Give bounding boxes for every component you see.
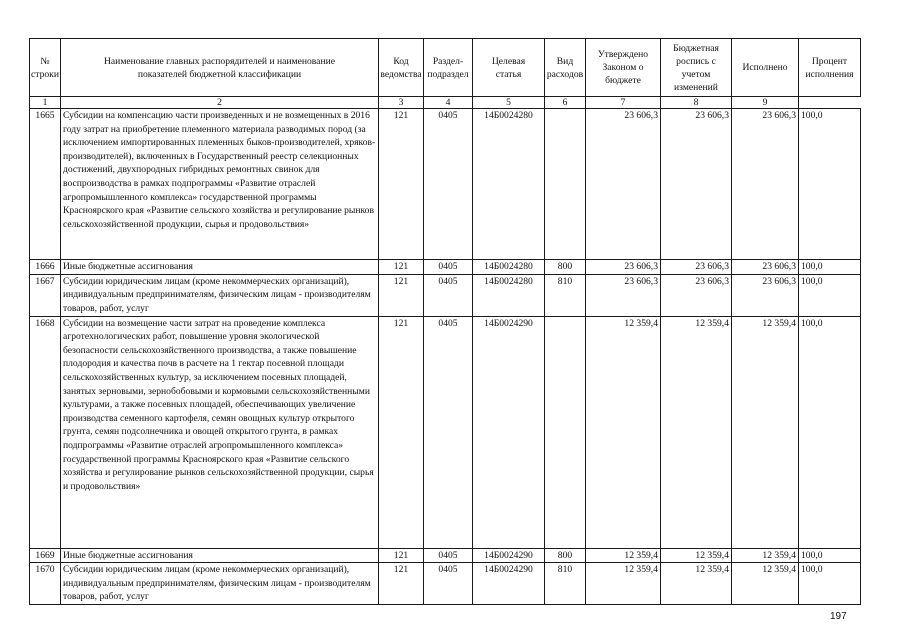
row-executed: 12 359,4 bbox=[732, 563, 799, 605]
row-budget-list: 12 359,4 bbox=[661, 563, 732, 605]
row-dept: 121 bbox=[379, 260, 424, 275]
row-section: 0405 bbox=[424, 548, 473, 563]
row-exp-type: 800 bbox=[545, 548, 586, 563]
row-number: 1670 bbox=[30, 563, 61, 605]
row-section: 0405 bbox=[424, 316, 473, 548]
row-percent: 100,0 bbox=[799, 260, 861, 275]
row-executed: 23 606,3 bbox=[732, 109, 799, 260]
row-name: Иные бюджетные ассигнования bbox=[61, 548, 379, 563]
header-percent: Процент исполнения bbox=[799, 39, 861, 97]
row-target: 14Б0024280 bbox=[473, 274, 545, 316]
row-dept: 121 bbox=[379, 109, 424, 260]
table-header bbox=[30, 39, 861, 109]
row-budget-list: 12 359,4 bbox=[661, 548, 732, 563]
header-budget-list: Бюджетная роспись с учетом изменений bbox=[661, 39, 732, 97]
row-executed: 23 606,3 bbox=[732, 274, 799, 316]
column-number: 1 bbox=[30, 97, 61, 109]
row-name: Субсидии на возмещение части затрат на проведение комплекса агротехнологических работ, повышение уровня экологической безопасности сельскохозяйственного производства, а также повышение плодородия и качества почв в расчете на 1 гектар посевной площади сельскохозяйственных культур, за исключением посевных площадей, занятых зерновыми, зернобобовыми и кормовыми сельскохозяйственными культурами, а также посевных площадей, обеспечивающих увеличение производства семенного картофеля, семян овощных культур открытого грунта, семян подсолнечника и овощей открытого грунта, в рамках подпрограммы «Развитие отраслей агропромышленного комплекса» государственной программы Красноярского края «Развитие сельского хозяйства и регулирование рынков сельскохозяйственной продукции, сырья и продовольствия» bbox=[61, 316, 379, 548]
row-budget-list: 23 606,3 bbox=[661, 274, 732, 316]
table-row bbox=[30, 274, 861, 316]
header-target: Целевая статья bbox=[473, 39, 545, 97]
row-target: 14Б0024290 bbox=[473, 316, 545, 548]
row-percent: 100,0 bbox=[799, 274, 861, 316]
row-executed: 12 359,4 bbox=[732, 548, 799, 563]
row-executed: 12 359,4 bbox=[732, 316, 799, 548]
header-dept: Код ведомства bbox=[379, 39, 424, 97]
row-exp-type: 800 bbox=[545, 260, 586, 275]
row-number: 1665 bbox=[30, 109, 61, 260]
row-section: 0405 bbox=[424, 260, 473, 275]
row-exp-type bbox=[545, 316, 586, 548]
header-exp-type: Вид расходов bbox=[545, 39, 586, 97]
row-approved: 23 606,3 bbox=[586, 274, 661, 316]
row-name: Субсидии юридическим лицам (кроме некоммерческих организаций), индивидуальным предпринимателям, физическим лицам - производителям товаров, работ, услуг bbox=[61, 274, 379, 316]
row-budget-list: 23 606,3 bbox=[661, 109, 732, 260]
table-row bbox=[30, 260, 861, 275]
row-target: 14Б0024280 bbox=[473, 260, 545, 275]
column-number: 9 bbox=[732, 97, 799, 109]
row-number: 1666 bbox=[30, 260, 61, 275]
table-row bbox=[30, 109, 861, 260]
row-exp-type: 810 bbox=[545, 274, 586, 316]
row-dept: 121 bbox=[379, 274, 424, 316]
table-body bbox=[30, 109, 861, 605]
column-number-row bbox=[30, 97, 861, 109]
row-section: 0405 bbox=[424, 563, 473, 605]
row-percent: 100,0 bbox=[799, 548, 861, 563]
column-number: 5 bbox=[473, 97, 545, 109]
row-target: 14Б0024290 bbox=[473, 563, 545, 605]
header-row-no: № строки bbox=[30, 39, 61, 97]
column-number: 6 bbox=[545, 97, 586, 109]
row-approved: 23 606,3 bbox=[586, 109, 661, 260]
row-approved: 12 359,4 bbox=[586, 548, 661, 563]
row-exp-type bbox=[545, 109, 586, 260]
row-target: 14Б0024290 bbox=[473, 548, 545, 563]
table-row bbox=[30, 548, 861, 563]
row-dept: 121 bbox=[379, 316, 424, 548]
table-row bbox=[30, 316, 861, 548]
row-budget-list: 12 359,4 bbox=[661, 316, 732, 548]
header-name: Наименование главных распорядителей и наименование показателей бюджетной классификации bbox=[61, 39, 379, 97]
page-number: 197 bbox=[830, 611, 847, 622]
row-approved: 12 359,4 bbox=[586, 563, 661, 605]
row-executed: 23 606,3 bbox=[732, 260, 799, 275]
row-name: Субсидии на компенсацию части произведенных и не возмещенных в 2016 году затрат на приобретение племенного материала разводимых пород (за исключением импортированных племенных быков-производителей, хряков-производителей), включенных в Государственный реестр селекционных достижений, двухпородных гибридных ремонтных свинок для воспроизводства в рамках подпрограммы «Развитие отраслей агропромышленного комплекса» государственной программы Красноярского края «Развитие сельского хозяйства и регулирование рынков сельскохозяйственной продукции, сырья и продовольствия» bbox=[61, 109, 379, 260]
column-number: 3 bbox=[379, 97, 424, 109]
row-target: 14Б0024280 bbox=[473, 109, 545, 260]
row-exp-type: 810 bbox=[545, 563, 586, 605]
row-percent: 100,0 bbox=[799, 109, 861, 260]
row-dept: 121 bbox=[379, 563, 424, 605]
row-name: Субсидии юридическим лицам (кроме некоммерческих организаций), индивидуальным предпринимателям, физическим лицам - производителям товаров, работ, услуг bbox=[61, 563, 379, 605]
row-name: Иные бюджетные ассигнования bbox=[61, 260, 379, 275]
header-row bbox=[30, 39, 861, 97]
row-dept: 121 bbox=[379, 548, 424, 563]
row-approved: 12 359,4 bbox=[586, 316, 661, 548]
row-number: 1669 bbox=[30, 548, 61, 563]
row-percent: 100,0 bbox=[799, 563, 861, 605]
header-section: Раздел-подраздел bbox=[424, 39, 473, 97]
budget-execution-table bbox=[29, 38, 861, 605]
header-approved: Утверждено Законом о бюджете bbox=[586, 39, 661, 97]
table-row bbox=[30, 563, 861, 605]
row-section: 0405 bbox=[424, 274, 473, 316]
row-section: 0405 bbox=[424, 109, 473, 260]
row-approved: 23 606,3 bbox=[586, 260, 661, 275]
column-number: 2 bbox=[61, 97, 379, 109]
row-number: 1668 bbox=[30, 316, 61, 548]
row-number: 1667 bbox=[30, 274, 61, 316]
row-percent: 100,0 bbox=[799, 316, 861, 548]
column-number: 7 bbox=[586, 97, 661, 109]
row-budget-list: 23 606,3 bbox=[661, 260, 732, 275]
column-number: 4 bbox=[424, 97, 473, 109]
column-number: 8 bbox=[661, 97, 732, 109]
header-executed: Исполнено bbox=[732, 39, 799, 97]
